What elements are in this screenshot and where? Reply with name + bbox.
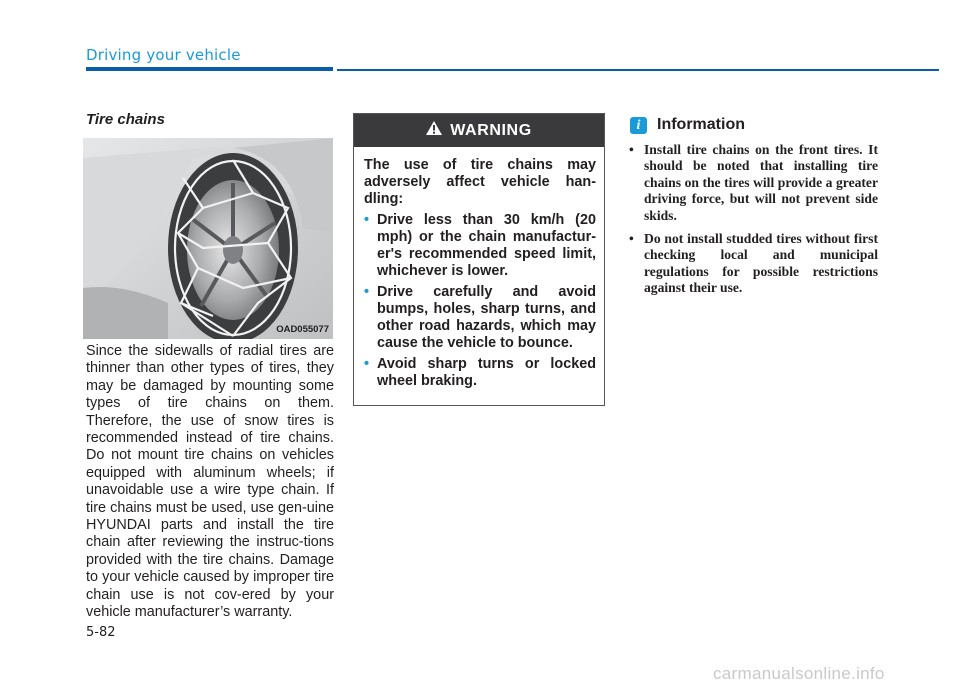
info-icon: i [630, 117, 647, 134]
warning-box [353, 113, 605, 406]
bullet-icon: • [364, 212, 370, 228]
warning-list [364, 212, 596, 390]
information-item: • Do not install studded tires without first checking local and municipal regulations for possible restrictions against their use. [629, 231, 878, 296]
information-title: Information [657, 116, 745, 133]
warning-item: • Avoid sharp turns or locked wheel braking. [364, 356, 596, 389]
warning-item: • Drive less than 30 km/h (20 mph) or the chain manufactur-er's recommended speed limit, whichever is lower. [364, 212, 596, 279]
information-list [629, 142, 878, 304]
watermark: carmanualsonline.info [713, 664, 885, 683]
warning-item: • Drive carefully and avoid bumps, holes, sharp turns, and other road hazards, which may cause the vehicle to bounce. [364, 284, 596, 351]
warning-header [354, 114, 604, 147]
page-heading: Tire chains [86, 111, 165, 128]
warning-intro: The use of tire chains may adversely affect vehicle han-dling: [364, 157, 596, 207]
bullet-icon: • [364, 356, 370, 372]
section-title: Driving your vehicle [86, 46, 241, 64]
information-item: • Install tire chains on the front tires. It should be noted that installing tire chains on the tires will provide a greater driving force, but will not prevent side skids. [629, 142, 878, 223]
header-rule-thick [86, 67, 333, 71]
page-number: 5-82 [86, 625, 116, 640]
bullet-icon: • [364, 284, 370, 300]
warning-triangle-icon [426, 121, 442, 140]
bullet-icon: • [629, 142, 634, 157]
bullet-icon: • [629, 231, 634, 247]
warning-title: WARNING [450, 121, 532, 139]
tire-chain-illustration [83, 138, 333, 339]
information-heading [630, 116, 745, 134]
body-paragraph: Since the sidewalls of radial tires are thinner than other types of tires, they may be damaged by mounting some types of tire chains on them. Therefore, the use of snow tires is recommended instead of tire chains. Do not mount tire chains on vehicles equipped with aluminum wheels; if unavoidable use a wire type chain. If tire chains must be used, use gen-uine HYUNDAI parts and install the tire chain after reviewing the instruc-tions provided with the tire chains. Damage to your vehicle caused by improper tire chain use is not cov-ered by your vehicle manufacturer’s warranty. [86, 343, 334, 621]
figure-code: OAD055077 [276, 324, 329, 335]
header-rule-thin [337, 69, 939, 71]
